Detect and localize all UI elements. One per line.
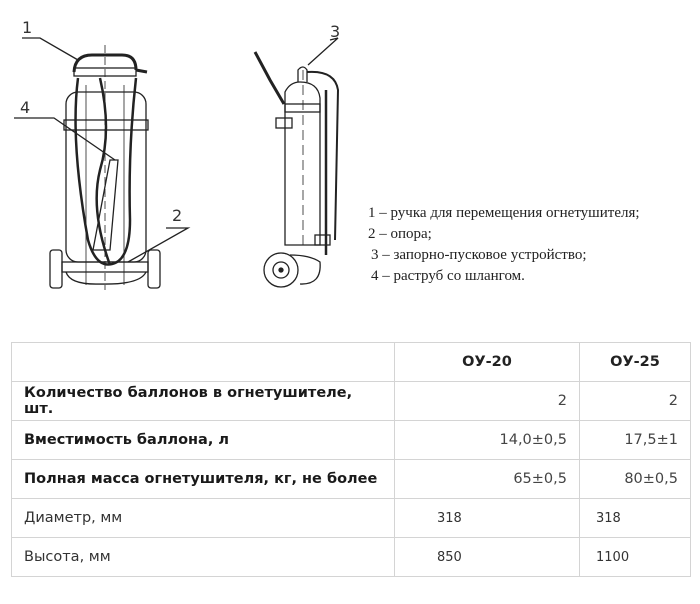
- front-view: [14, 38, 188, 290]
- cell-ou20: 65±0,5: [395, 460, 580, 499]
- row-label: Вместимость баллона, л: [12, 421, 395, 460]
- table-row: [12, 538, 691, 577]
- header-cell-ou25: ОУ-25: [580, 343, 691, 382]
- legend-item: 4 – раструб со шлангом.: [371, 268, 525, 284]
- header-cell: [12, 343, 395, 382]
- callout-2: 2: [172, 206, 183, 225]
- header-cell-ou20: ОУ-20: [395, 343, 580, 382]
- cell-ou20: 14,0±0,5: [395, 421, 580, 460]
- side-view: [255, 38, 338, 287]
- cell-ou25: 2: [580, 382, 691, 421]
- legend-item: 1 – ручка для перемещения огнетушителя;: [368, 205, 640, 221]
- callout-3: 3: [330, 22, 341, 41]
- cell-ou20: 318: [395, 499, 580, 538]
- specs-table: [11, 342, 691, 577]
- cell-ou20: 2: [395, 382, 580, 421]
- legend-item: 2 – опора;: [368, 226, 432, 242]
- cell-ou25: 318: [580, 499, 691, 538]
- table-row: [12, 421, 691, 460]
- table-header-row: [12, 343, 691, 382]
- figure-legend: [368, 203, 640, 287]
- table-row: [12, 460, 691, 499]
- cell-ou25: 1100: [580, 538, 691, 577]
- table-row: [12, 382, 691, 421]
- table-row: [12, 499, 691, 538]
- cell-ou25: 80±0,5: [580, 460, 691, 499]
- legend-item: 3 – запорно-пусковое устройство;: [371, 247, 587, 263]
- cell-ou25: 17,5±1: [580, 421, 691, 460]
- row-label: Полная масса огнетушителя, кг, не более: [12, 460, 395, 499]
- cell-ou20: 850: [395, 538, 580, 577]
- callout-1: 1: [22, 18, 33, 37]
- callout-4: 4: [20, 98, 31, 117]
- row-label: Количество баллонов в огнетушителе, шт.: [12, 382, 395, 421]
- row-label: Диаметр, мм: [12, 499, 395, 538]
- row-label: Высота, мм: [12, 538, 395, 577]
